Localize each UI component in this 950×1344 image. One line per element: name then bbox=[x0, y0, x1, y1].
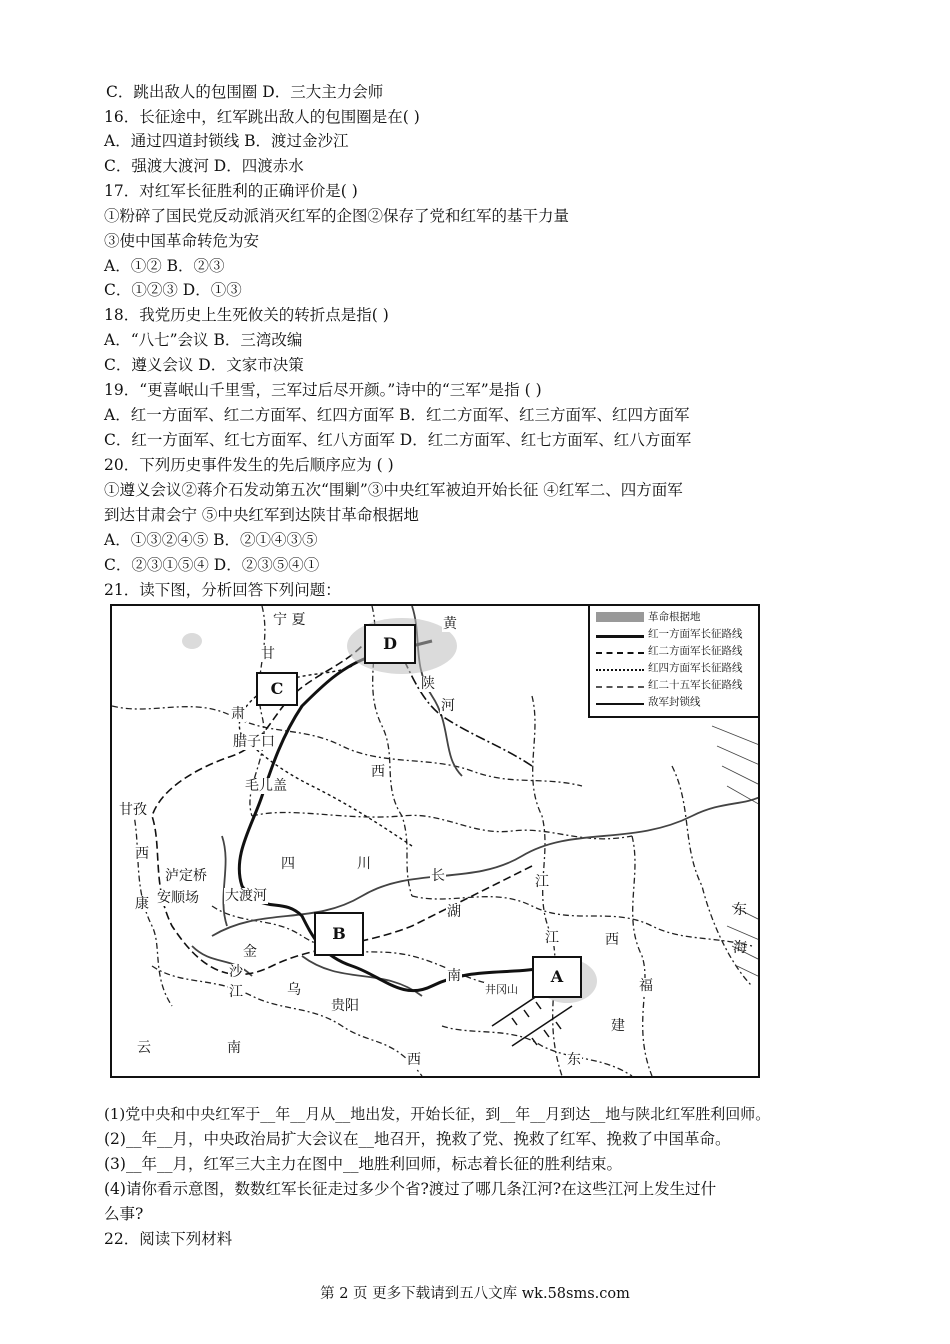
label-guangdong-dong: 东 bbox=[567, 1052, 581, 1068]
q21-stem: 21．读下图，分析回答下列问题： bbox=[104, 581, 341, 599]
label-jin: 金 bbox=[243, 944, 257, 960]
q21-part1: (1)党中央和中央红军于__年__月从__地出发，开始长征，到__年__月到达__地与陕北红军胜利回师。 bbox=[104, 1105, 771, 1123]
label-shaanxi-xi: 西 bbox=[371, 764, 385, 780]
q17-options-ab: A．①② B．②③ bbox=[104, 257, 225, 275]
label-sea-hai: 海 bbox=[733, 940, 747, 956]
q22-stem: 22．阅读下列材料 bbox=[104, 1230, 233, 1248]
label-xikang-kang: 康 bbox=[135, 896, 149, 912]
map-box-c: C bbox=[256, 672, 298, 706]
q20-events-1: ①遵义会议②蒋介石发动第五次“围剿”③中央红军被迫开始长征 ④红军二、四方面军 bbox=[104, 481, 683, 499]
base-area-swatch bbox=[596, 612, 644, 622]
q15-options-cd: C．跳出敌人的包围圈 D．三大主力会师 bbox=[106, 83, 384, 101]
q19-stem: 19．“更喜岷山千里雪，三军过后尽开颜。”诗中的“三军”是指 ( ) bbox=[104, 381, 542, 399]
label-dadu-river: 大渡河 bbox=[225, 888, 267, 904]
q18-options-ab: A．“八七”会议 B．三湾改编 bbox=[104, 331, 303, 349]
q21-part3: (3)__年__月，红军三大主力在图中__地胜利回师，标志着长征的胜利结束。 bbox=[104, 1155, 622, 1173]
legend-route-fourth: 红四方面军长征路线 bbox=[596, 661, 743, 675]
label-jinggangshan: 井冈山 bbox=[485, 983, 518, 996]
label-chang: 长 bbox=[431, 868, 445, 884]
label-fu: 福 bbox=[639, 978, 653, 994]
q16-options-ab: A．通过四道封锁线 B．渡过金沙江 bbox=[104, 132, 349, 150]
q16-options-cd: C．强渡大渡河 D．四渡赤水 bbox=[104, 157, 304, 175]
label-sha: 沙 bbox=[229, 964, 243, 980]
label-gan: 甘 bbox=[261, 646, 275, 662]
map-box-d: D bbox=[364, 624, 416, 664]
q20-options-ab: A．①③②④⑤ B．②①④③⑤ bbox=[104, 531, 318, 549]
label-luding: 泸定桥 bbox=[165, 868, 207, 884]
legend-route-25th: 红二十五军长征路线 bbox=[596, 678, 743, 692]
label-sea-dong: 东 bbox=[733, 902, 747, 918]
label-wu: 乌 bbox=[287, 982, 301, 998]
label-chuan: 川 bbox=[357, 856, 371, 872]
map-box-b: B bbox=[314, 912, 364, 956]
label-jinsha-jiang: 江 bbox=[229, 984, 243, 1000]
legend-blockade: 敌军封锁线 bbox=[596, 695, 701, 709]
legend-route-first: 红一方面军长征路线 bbox=[596, 627, 743, 641]
label-huang: 黄 bbox=[443, 616, 457, 632]
page-footer: 第 2 页 更多下载请到五八文库 wk.58sms.com bbox=[320, 1286, 630, 1302]
label-changjiang-jiang: 江 bbox=[535, 874, 549, 890]
q19-options-ab: A．红一方面军、红二方面军、红四方面军 B．红二方面军、红三方面军、红四方面军 bbox=[104, 406, 690, 424]
label-jiangxi-jiang: 江 bbox=[545, 930, 559, 946]
q21-part4-line2: 么事? bbox=[104, 1205, 144, 1223]
q20-events-2: 到达甘肃会宁 ⑤中央红军到达陕甘革命根据地 bbox=[104, 506, 419, 524]
label-yun: 云 bbox=[137, 1040, 151, 1056]
label-jian: 建 bbox=[611, 1018, 625, 1034]
q17-statement-1: ①粉碎了国民党反动派消灭红军的企图②保存了党和红军的基干力量 bbox=[104, 207, 570, 225]
label-hunan-nan: 南 bbox=[447, 968, 461, 984]
q18-stem: 18．我党历史上生死攸关的转折点是指( ) bbox=[104, 306, 389, 324]
label-ganzi: 甘孜 bbox=[119, 802, 147, 818]
map-legend bbox=[588, 606, 758, 718]
q18-options-cd: C．遵义会议 D．文家市决策 bbox=[104, 356, 304, 374]
q17-statement-2: ③使中国革命转危为安 bbox=[104, 232, 260, 250]
label-su: 肃 bbox=[231, 706, 245, 722]
q17-options-cd: C．①②③ D．①③ bbox=[104, 281, 242, 299]
label-shaan: 陕 bbox=[421, 676, 435, 692]
map-box-a: A bbox=[532, 956, 582, 998]
label-xikang-xi: 西 bbox=[135, 846, 149, 862]
label-ningxia: 宁 夏 bbox=[273, 612, 306, 628]
q17-stem: 17．对红军长征胜利的正确评价是( ) bbox=[104, 182, 358, 200]
label-anshunchang: 安顺场 bbox=[157, 890, 199, 906]
label-he: 河 bbox=[441, 698, 455, 714]
q21-part4-line1: (4)请你看示意图，数数红军长征走过多少个省?渡过了哪几条江河?在这些江河上发生过什 bbox=[104, 1180, 717, 1198]
legend-base-area: 革命根据地 bbox=[596, 610, 701, 624]
label-guiyang: 贵阳 bbox=[331, 998, 359, 1014]
q19-options-cd: C．红一方面军、红七方面军、红八方面军 D．红二方面军、红七方面军、红八方面军 bbox=[104, 431, 692, 449]
long-march-map bbox=[110, 604, 760, 1078]
label-jiangxi-xi: 西 bbox=[605, 932, 619, 948]
q20-stem: 20．下列历史事件发生的先后顺序应为 ( ) bbox=[104, 456, 394, 474]
legend-route-second: 红二方面军长征路线 bbox=[596, 644, 743, 658]
label-hu: 湖 bbox=[447, 904, 461, 920]
label-yunnan-nan: 南 bbox=[227, 1040, 241, 1056]
q20-options-cd: C．②③①⑤④ D．②③⑤④① bbox=[104, 556, 320, 574]
q16-stem: 16．长征途中，红军跳出敌人的包围圈是在( ) bbox=[104, 108, 420, 126]
label-guangxi-xi: 西 bbox=[407, 1052, 421, 1068]
label-lazikou: 腊子口 bbox=[233, 734, 275, 750]
label-maoerjie: 毛儿盖 bbox=[245, 778, 287, 794]
label-si: 四 bbox=[281, 856, 295, 872]
q21-part2: (2)__年__月，中央政治局扩大会议在__地召开，挽救了党、挽救了红军、挽救了中国革命。 bbox=[104, 1130, 731, 1148]
